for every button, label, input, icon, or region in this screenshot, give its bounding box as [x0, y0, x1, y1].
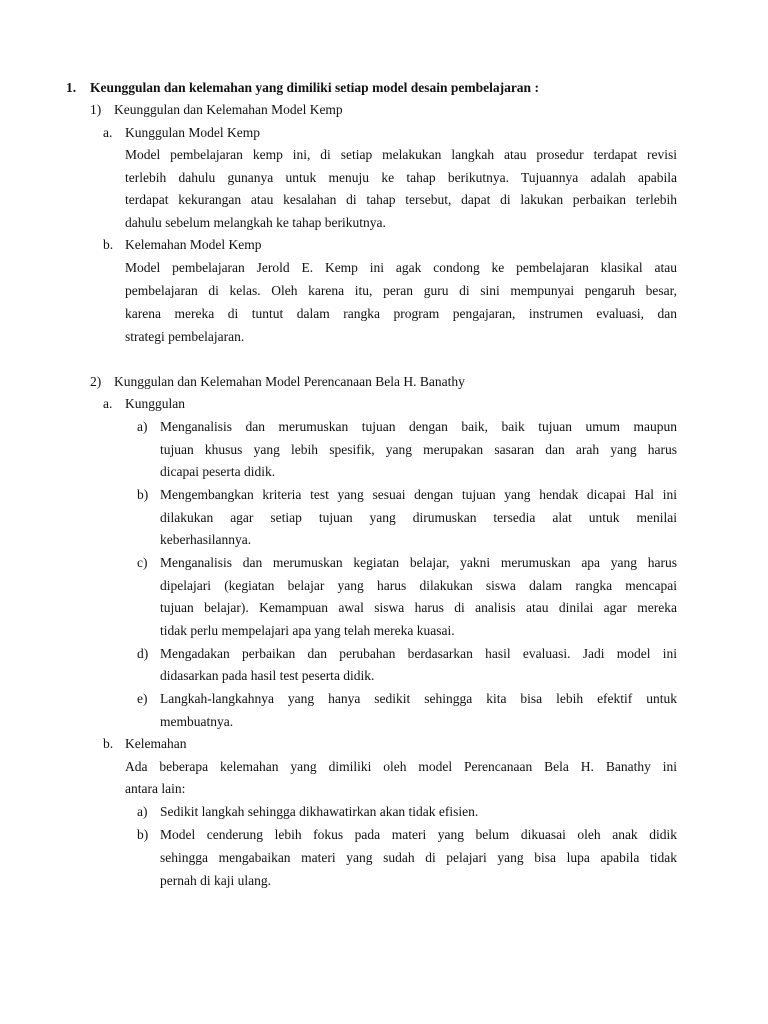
section1-b-line: pembelajaran di kelas. Oleh karena itu, peran guru di sini mempunyai pengaruh besar, — [125, 283, 677, 298]
list-item-label: d) — [137, 646, 149, 661]
heading-title: Keunggulan dan kelemahan yang dimiliki setiap model desain pembelajaran : — [90, 80, 539, 95]
section1-a-title: Kunggulan Model Kemp — [125, 125, 260, 140]
list-item-line: sehingga mengabaikan materi yang sudah di pelajari yang bisa lupa apabila tidak — [160, 850, 677, 865]
list-item-line: Menganalisis dan merumuskan kegiatan belajar, yakni merumuskan apa yang harus — [160, 555, 677, 570]
list-item-label: b) — [137, 827, 149, 842]
list-item-line: tidak perlu mempelajari apa yang telah mereka kuasai. — [160, 623, 455, 638]
list-item-label: e) — [137, 691, 148, 706]
section1-a-line: terdapat kekurangan atau kesalahan di tahap tersebut, dapat di lakukan perbaikan terlebih — [125, 192, 677, 207]
section1-b-line: strategi pembelajaran. — [125, 329, 245, 344]
section2-b-intro-line: Ada beberapa kelemahan yang dimiliki oleh model Perencanaan Bela H. Banathy ini — [125, 759, 677, 774]
list-item-line: Mengadakan perbaikan dan perubahan berdasarkan hasil evaluasi. Jadi model ini — [160, 646, 677, 661]
section1-a-label: a. — [103, 125, 113, 140]
list-item-line: tujuan khusus yang lebih spesifik, yang merupakan sasaran dan arah yang harus — [160, 442, 677, 457]
section1-b-line: Model pembelajaran Jerold E. Kemp ini agak condong ke pembelajaran klasikal atau — [125, 260, 677, 275]
list-item-line: membuatnya. — [160, 714, 234, 729]
list-item-line: Model cenderung lebih fokus pada materi yang belum dikuasai oleh anak didik — [160, 827, 677, 842]
section1-a-line: Model pembelajaran kemp ini, di setiap melakukan langkah atau prosedur terdapat revisi — [125, 147, 677, 162]
section1-number: 1) — [90, 102, 102, 117]
list-item-line: didasarkan pada hasil test peserta didik. — [160, 668, 375, 683]
section1-b-label: b. — [103, 237, 114, 252]
section1-title: Keunggulan dan Kelemahan Model Kemp — [114, 102, 343, 117]
list-item-line: tujuan belajar). Kemampuan awal siswa harus di analisis atau dinilai agar mereka — [160, 600, 677, 615]
list-item-label: b) — [137, 487, 149, 502]
section1-b-title: Kelemahan Model Kemp — [125, 237, 262, 252]
list-item-line: dicapai peserta didik. — [160, 464, 276, 479]
section1-b-line: karena mereka di tuntut dalam rangka program pengajaran, instrumen evaluasi, dan — [125, 306, 677, 321]
section1-a-line: dahulu sebelum melangkah ke tahap berikutnya. — [125, 215, 386, 230]
list-item-line: dipelajari (kegiatan belajar yang harus dilakukan siswa dalam rangka mencapai — [160, 578, 677, 593]
list-item-line: Sedikit langkah sehingga dikhawatirkan akan tidak efisien. — [160, 804, 479, 819]
list-item-label: c) — [137, 555, 148, 570]
heading-number: 1. — [66, 80, 77, 95]
section2-b-intro-line: antara lain: — [125, 781, 186, 796]
list-item-line: pernah di kaji ulang. — [160, 873, 271, 888]
list-item-line: keberhasilannya. — [160, 532, 252, 547]
section2-a-title: Kunggulan — [125, 396, 185, 411]
section2-b-title: Kelemahan — [125, 736, 187, 751]
list-item-label: a) — [137, 804, 148, 819]
section2-b-label: b. — [103, 736, 114, 751]
list-item-line: dilakukan agar setiap tujuan yang dirumuskan tersedia alat untuk menilai — [160, 510, 677, 525]
section2-title: Kunggulan dan Kelemahan Model Perencanaan Bela H. Banathy — [114, 374, 465, 389]
list-item-line: Mengembangkan kriteria test yang sesuai dengan tujuan yang hendak dicapai Hal ini — [160, 487, 677, 502]
section2-a-label: a. — [103, 396, 113, 411]
list-item-line: Menganalisis dan merumuskan tujuan dengan baik, baik tujuan umum maupun — [160, 419, 677, 434]
list-item-line: Langkah-langkahnya yang hanya sedikit sehingga kita bisa lebih efektif untuk — [160, 691, 677, 706]
list-item-label: a) — [137, 419, 148, 434]
section2-number: 2) — [90, 374, 102, 389]
section1-a-line: terlebih dahulu gunanya untuk menuju ke tahap berikutnya. Tujuannya adalah apabila — [125, 170, 677, 185]
